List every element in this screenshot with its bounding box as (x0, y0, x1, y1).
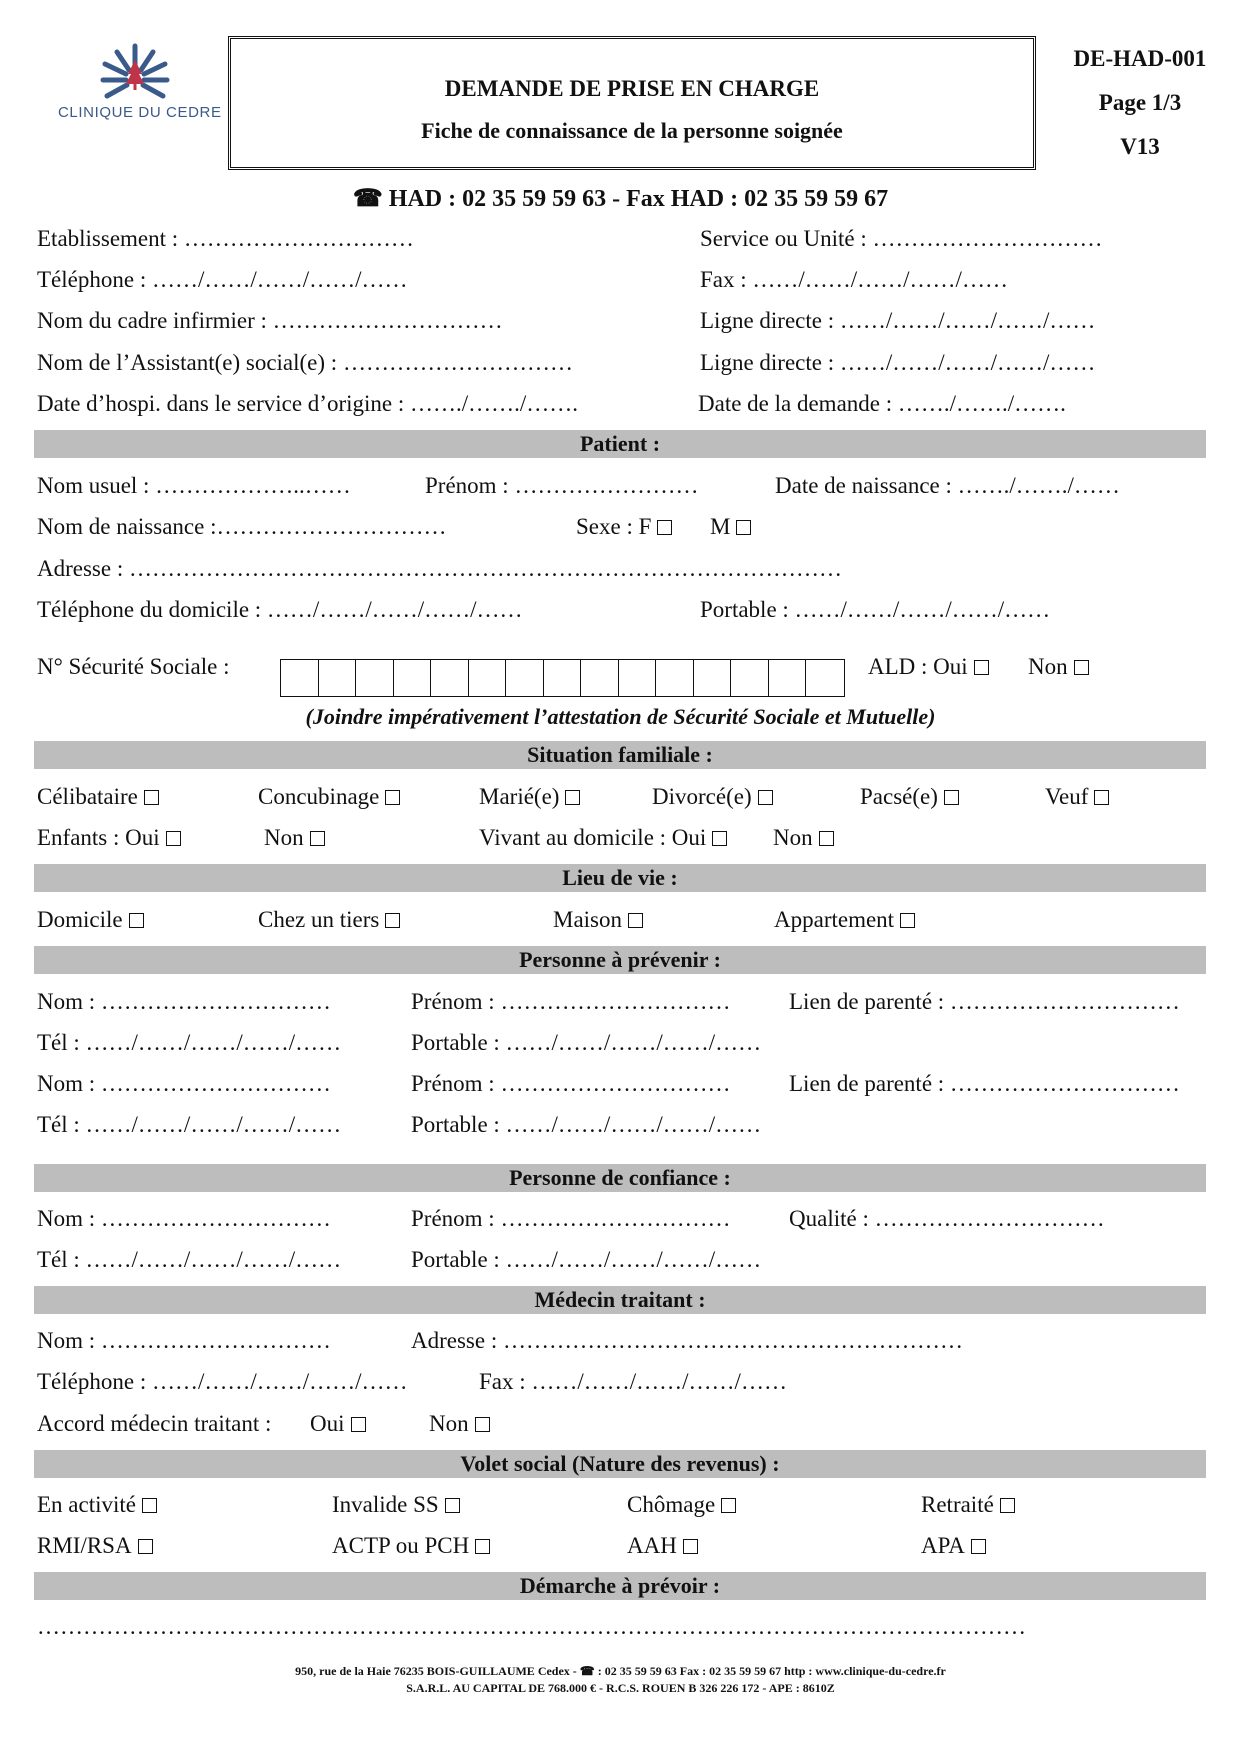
enfants-oui-option[interactable]: Enfants : Oui (37, 825, 181, 851)
marie-option[interactable]: Marié(e) (479, 784, 580, 810)
date-naissance-field[interactable]: Date de naissance : ……./……./…… (775, 473, 1120, 498)
invalide-ss-option[interactable]: Invalide SS (332, 1492, 460, 1518)
aah-option[interactable]: AAH (627, 1533, 698, 1559)
section-demarche-a-prevoir: Démarche à prévoir : (34, 1572, 1206, 1600)
ald-non-option[interactable]: Non (1028, 654, 1089, 680)
chomage-option[interactable]: Chômage (627, 1492, 736, 1518)
checkbox[interactable] (712, 831, 727, 846)
checkbox[interactable] (351, 1417, 366, 1432)
secu-number-grid[interactable] (280, 659, 845, 697)
doc-version: V13 (1120, 134, 1160, 159)
retraite-option[interactable]: Retraité (921, 1492, 1015, 1518)
prevenir-2-prenom-field[interactable]: Prénom : ………………………… (411, 1071, 731, 1096)
domicile-option[interactable]: Domicile (37, 907, 144, 933)
veuf-option[interactable]: Veuf (1045, 784, 1109, 810)
checkbox[interactable] (129, 913, 144, 928)
pacse-option[interactable]: Pacsé(e) (860, 784, 959, 810)
secu-label: N° Sécurité Sociale : (37, 654, 230, 679)
checkbox[interactable] (657, 520, 672, 535)
telephone-domicile-field[interactable]: Téléphone du domicile : ……/……/……/……/…… (37, 597, 523, 622)
footer-address: 950, rue de la Haie 76235 BOIS-GUILLAUME Cedex - ☎ : 02 35 59 59 63 Fax : 02 35 59 59 67 http : www.clinique-du-cedre.fr (295, 1664, 946, 1678)
title-box (228, 36, 1036, 170)
cadre-infirmier-field[interactable]: Nom du cadre infirmier : ………………………… (37, 308, 503, 333)
confiance-tel-field[interactable]: Tél : ……/……/……/……/…… (37, 1247, 342, 1272)
ligne-directe-cadre-field[interactable]: Ligne directe : ……/……/……/……/…… (700, 308, 1096, 333)
section-patient: Patient : (34, 430, 1206, 458)
checkbox[interactable] (385, 913, 400, 928)
checkbox[interactable] (144, 790, 159, 805)
telephone-field[interactable]: Téléphone : ……/……/……/……/…… (37, 267, 408, 292)
date-hospi-field[interactable]: Date d’hospi. dans le service d’origine : ……./……./……. (37, 391, 579, 416)
etablissement-field[interactable]: Etablissement : ………………………… (37, 226, 414, 251)
checkbox[interactable] (944, 790, 959, 805)
demarche-field[interactable]: ………………………………………………………………………………………………………………… (37, 1614, 1026, 1639)
checkbox[interactable] (900, 913, 915, 928)
prevenir-1-nom-field[interactable]: Nom : ………………………… (37, 989, 331, 1014)
concubinage-option[interactable]: Concubinage (258, 784, 400, 810)
document-subtitle: Fiche de connaissance de la personne soignée (421, 118, 843, 143)
prevenir-1-tel-field[interactable]: Tél : ……/……/……/……/…… (37, 1030, 342, 1055)
prevenir-1-portable-field[interactable]: Portable : ……/……/……/……/…… (411, 1030, 762, 1055)
celibataire-option[interactable]: Célibataire (37, 784, 159, 810)
section-situation-familiale: Situation familiale : (34, 741, 1206, 769)
attestation-note: (Joindre impérativement l’attestation de Sécurité Sociale et Mutuelle) (305, 704, 936, 729)
page-number: Page 1/3 (1098, 90, 1182, 115)
apa-option[interactable]: APA (921, 1533, 986, 1559)
confiance-nom-field[interactable]: Nom : ………………………… (37, 1206, 331, 1231)
appartement-option[interactable]: Appartement (774, 907, 915, 933)
medecin-telephone-field[interactable]: Téléphone : ……/……/……/……/…… (37, 1369, 408, 1394)
section-personne-a-prevenir: Personne à prévenir : (34, 946, 1206, 974)
sexe-m-option[interactable]: M (710, 514, 751, 540)
fax-field[interactable]: Fax : ……/……/……/……/…… (700, 267, 1008, 292)
checkbox[interactable] (565, 790, 580, 805)
prevenir-1-prenom-field[interactable]: Prénom : ………………………… (411, 989, 731, 1014)
checkbox[interactable] (475, 1539, 490, 1554)
had-contact-line: ☎ HAD : 02 35 59 59 63 - Fax HAD : 02 35 59 59 67 (352, 186, 889, 212)
document-title: DEMANDE DE PRISE EN CHARGE (444, 76, 820, 101)
checkbox[interactable] (445, 1498, 460, 1513)
checkbox[interactable] (1074, 660, 1089, 675)
service-field[interactable]: Service ou Unité : ………………………… (700, 226, 1103, 251)
divorce-option[interactable]: Divorcé(e) (652, 784, 773, 810)
adresse-field[interactable]: Adresse : ………………………………………………………………………………… (37, 556, 842, 581)
prevenir-1-lien-field[interactable]: Lien de parenté : ………………………… (789, 989, 1180, 1014)
sexe-f-option[interactable]: Sexe : F (576, 514, 672, 540)
medecin-fax-field[interactable]: Fax : ……/……/……/……/…… (479, 1369, 787, 1394)
confiance-qualite-field[interactable]: Qualité : ………………………… (789, 1206, 1105, 1231)
checkbox[interactable] (142, 1498, 157, 1513)
medecin-nom-field[interactable]: Nom : ………………………… (37, 1328, 331, 1353)
assistant-social-field[interactable]: Nom de l’Assistant(e) social(e) : ………………………… (37, 350, 573, 375)
nom-naissance-field[interactable]: Nom de naissance :………………………… (37, 514, 447, 539)
ald-oui-option[interactable]: ALD : Oui (868, 654, 989, 680)
rmi-rsa-option[interactable]: RMI/RSA (37, 1533, 153, 1559)
portable-field[interactable]: Portable : ……/……/……/……/…… (700, 597, 1051, 622)
accord-non-option[interactable]: Non (429, 1411, 490, 1437)
en-activite-option[interactable]: En activité (37, 1492, 157, 1518)
prevenir-2-portable-field[interactable]: Portable : ……/……/……/……/…… (411, 1112, 762, 1137)
footer-legal: S.A.R.L. AU CAPITAL DE 768.000 € - R.C.S. ROUEN B 326 226 172 - APE : 8610Z (406, 1681, 835, 1695)
vivant-domicile-non-option[interactable]: Non (773, 825, 834, 851)
checkbox[interactable] (1094, 790, 1109, 805)
doc-code: DE-HAD-001 (1073, 46, 1207, 71)
checkbox[interactable] (385, 790, 400, 805)
logo-text: CLINIQUE DU CEDRE (58, 104, 222, 121)
actp-pch-option[interactable]: ACTP ou PCH (332, 1533, 490, 1559)
checkbox[interactable] (1000, 1498, 1015, 1513)
prevenir-2-tel-field[interactable]: Tél : ……/……/……/……/…… (37, 1112, 342, 1137)
section-volet-social: Volet social (Nature des revenus) : (34, 1450, 1206, 1478)
accord-oui-option[interactable]: Oui (310, 1411, 366, 1437)
accord-medecin-label: Accord médecin traitant : (37, 1411, 272, 1436)
prevenir-2-lien-field[interactable]: Lien de parenté : ………………………… (789, 1071, 1180, 1096)
checkbox[interactable] (628, 913, 643, 928)
checkbox[interactable] (736, 520, 751, 535)
prenom-field[interactable]: Prénom : …………………… (425, 473, 699, 498)
confiance-prenom-field[interactable]: Prénom : ………………………… (411, 1206, 731, 1231)
section-medecin-traitant: Médecin traitant : (34, 1286, 1206, 1314)
checkbox[interactable] (974, 660, 989, 675)
confiance-portable-field[interactable]: Portable : ……/……/……/……/…… (411, 1247, 762, 1272)
prevenir-2-nom-field[interactable]: Nom : ………………………… (37, 1071, 331, 1096)
maison-option[interactable]: Maison (553, 907, 643, 933)
date-demande-field[interactable]: Date de la demande : ……./……./……. (698, 391, 1066, 416)
ligne-directe-assistant-field[interactable]: Ligne directe : ……/……/……/……/…… (700, 350, 1096, 375)
checkbox[interactable] (138, 1539, 153, 1554)
medecin-adresse-field[interactable]: Adresse : …………………………………………………… (411, 1328, 963, 1353)
checkbox[interactable] (819, 831, 834, 846)
checkbox[interactable] (475, 1417, 490, 1432)
checkbox[interactable] (721, 1498, 736, 1513)
nom-usuel-field[interactable]: Nom usuel : ………………..…… (37, 473, 351, 498)
checkbox[interactable] (310, 831, 325, 846)
chez-un-tiers-option[interactable]: Chez un tiers (258, 907, 400, 933)
checkbox[interactable] (971, 1539, 986, 1554)
vivant-domicile-oui-option[interactable]: Vivant au domicile : Oui (479, 825, 727, 851)
checkbox[interactable] (758, 790, 773, 805)
checkbox[interactable] (683, 1539, 698, 1554)
checkbox[interactable] (166, 831, 181, 846)
section-lieu-de-vie: Lieu de vie : (34, 864, 1206, 892)
section-personne-de-confiance: Personne de confiance : (34, 1164, 1206, 1192)
enfants-non-option[interactable]: Non (264, 825, 325, 851)
